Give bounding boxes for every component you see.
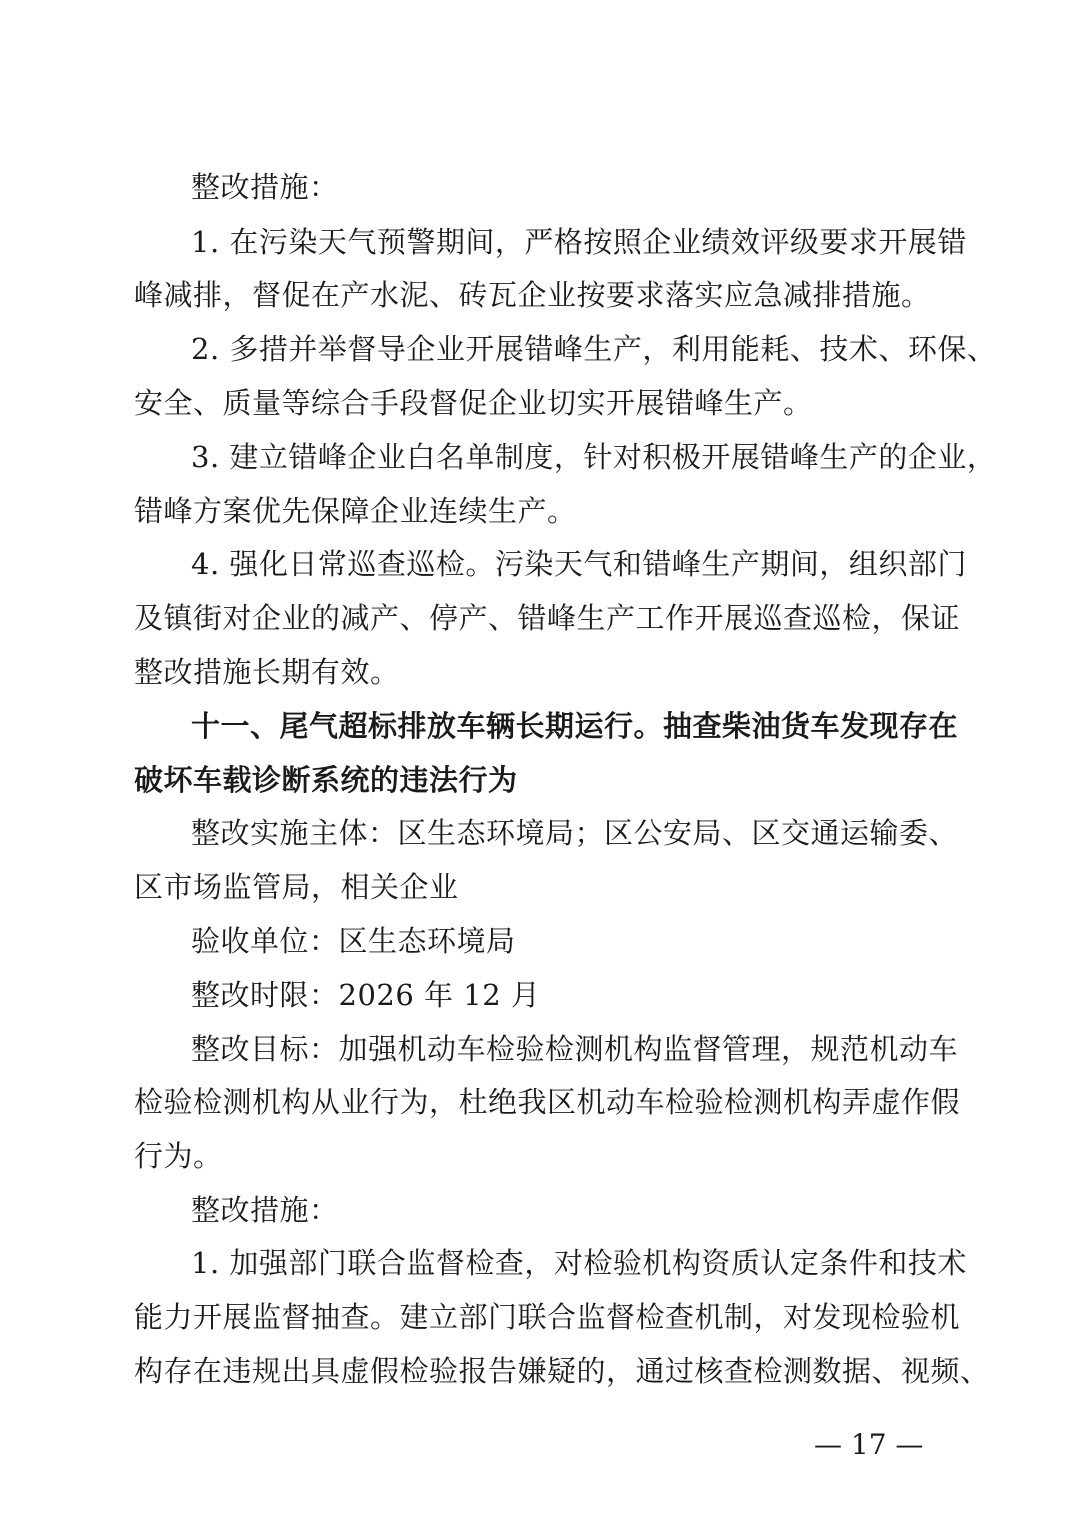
measures-heading-2: 整改措施： [191,1193,339,1227]
measure-2-line-2: 安全、质量等综合手段督促企业切实开展错峰生产。 [134,386,813,420]
acceptance-unit: 验收单位：区生态环境局 [191,924,516,958]
page-number: — 17 — [814,1428,924,1461]
objective-line-2: 检验检测机构从业行为，杜绝我区机动车检验检测机构弄虚作假 [134,1085,961,1119]
measure-1-line-2: 峰减排，督促在产水泥、砖瓦企业按要求落实应急减排措施。 [134,278,931,312]
measure-1-line-1: 1. 在污染天气预警期间，严格按照企业绩效评级要求开展错 [191,225,967,259]
measure-4-line-2: 及镇街对企业的减产、停产、错峰生产工作开展巡查巡检，保证 [134,601,961,635]
measure-b1-line-1: 1. 加强部门联合监督检查，对检验机构资质认定条件和技术 [191,1246,967,1280]
measure-4-line-1: 4. 强化日常巡查巡检。污染天气和错峰生产期间，组织部门 [191,547,967,581]
deadline: 整改时限：2026 年 12 月 [191,978,541,1012]
measure-b1-line-3: 构存在违规出具虚假检验报告嫌疑的，通过核查检测数据、视频、 [134,1354,990,1388]
measure-4-line-3: 整改措施长期有效。 [134,655,400,689]
section-11-title-line-1: 十一、尾气超标排放车辆长期运行。抽查柴油货车发现存在 [191,709,959,743]
measure-3-line-1: 3. 建立错峰企业白名单制度，针对积极开展错峰生产的企业， [191,440,997,474]
measures-heading-1: 整改措施： [191,170,339,204]
section-11-title-line-2: 破坏车载诊断系统的违法行为 [134,763,518,797]
measure-b1-line-2: 能力开展监督抽查。建立部门联合监督检查机制，对发现检验机 [134,1300,961,1334]
objective-line-3: 行为。 [134,1139,223,1173]
responsible-party-line-1: 整改实施主体：区生态环境局；区公安局、区交通运输委、 [191,816,959,850]
measure-2-line-1: 2. 多措并举督导企业开展错峰生产，利用能耗、技术、环保、 [191,332,997,366]
responsible-party-line-2: 区市场监管局，相关企业 [134,870,459,904]
objective-line-1: 整改目标：加强机动车检验检测机构监督管理，规范机动车 [191,1032,959,1066]
measure-3-line-2: 错峰方案优先保障企业连续生产。 [134,494,577,528]
